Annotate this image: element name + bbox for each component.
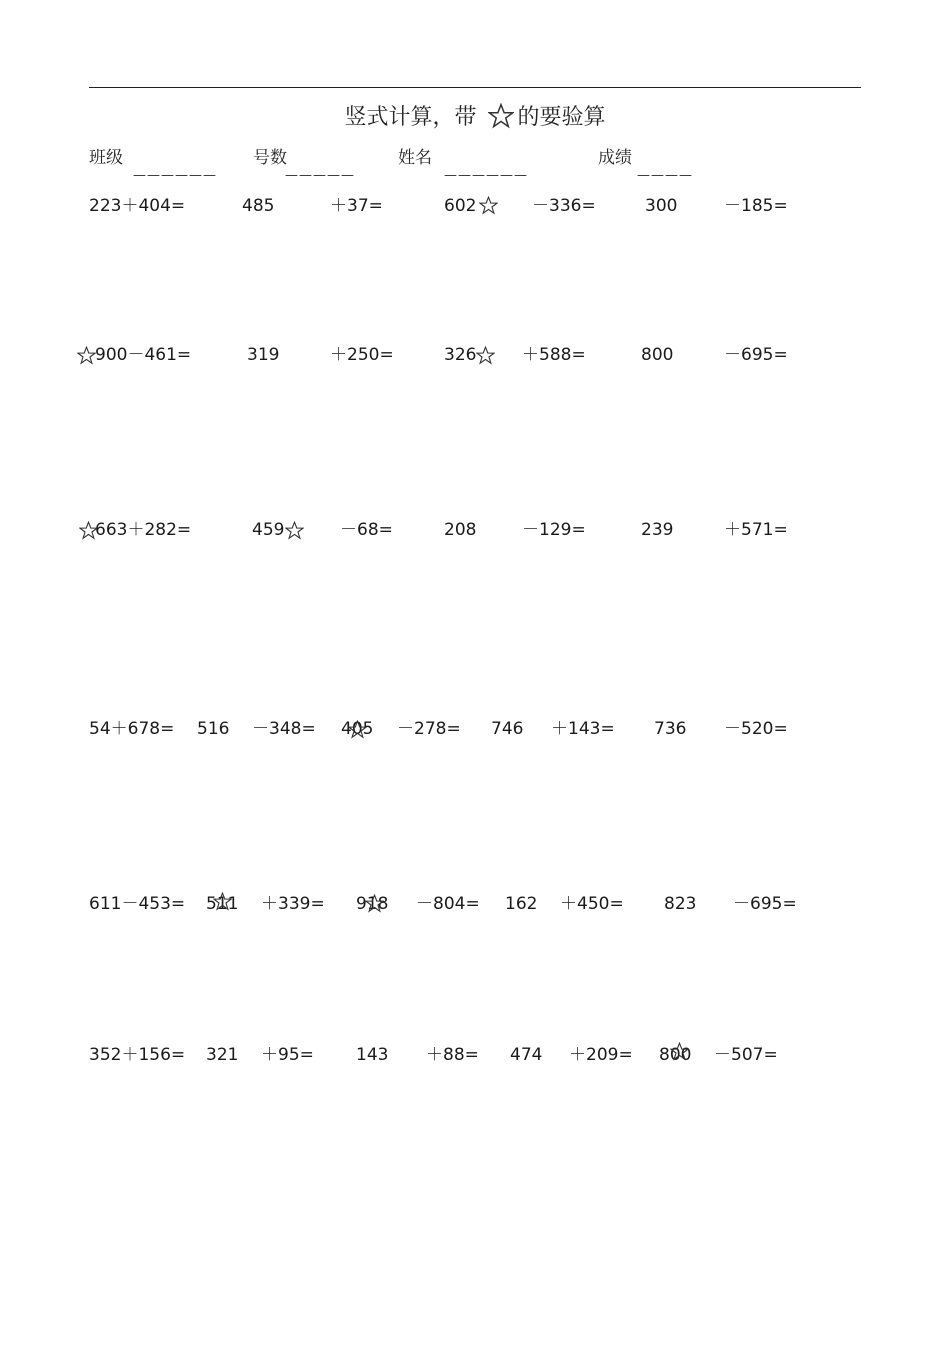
problem-text: 208: [444, 520, 477, 540]
score-blank[interactable]: ————: [637, 168, 693, 183]
problem-text: －336=: [532, 196, 596, 216]
problem-text: 511: [206, 894, 239, 914]
problem-text: 143: [356, 1045, 389, 1065]
problem-text: 736: [654, 719, 687, 739]
star-outline-icon: [479, 196, 498, 215]
problem-text: 663＋282=: [95, 520, 192, 540]
class-label: 班级: [89, 148, 123, 168]
problem-text: 352＋156=: [89, 1045, 186, 1065]
name-label: 姓名: [398, 148, 432, 168]
star-outline-icon: [213, 892, 232, 911]
problem-text: 800: [659, 1045, 692, 1065]
number-blank[interactable]: —————: [285, 168, 355, 183]
problem-text: －520=: [724, 719, 788, 739]
problem-text: 326: [444, 345, 477, 365]
star-outline-icon: [77, 346, 96, 365]
problem-text: 474: [510, 1045, 543, 1065]
problem-text: 485: [242, 196, 275, 216]
title-text-before: 竖式计算，带: [344, 105, 477, 130]
problem-text: －185=: [724, 196, 788, 216]
problem-text: ＋339=: [261, 894, 325, 914]
problem-text: ＋250=: [330, 345, 394, 365]
problem-text: 823: [664, 894, 697, 914]
star-outline-icon: [670, 1042, 689, 1061]
problem-text: 746: [491, 719, 524, 739]
problem-text: －695=: [724, 345, 788, 365]
star-outline-icon: [488, 103, 514, 129]
header-rule: [89, 87, 861, 88]
problem-text: 300: [645, 196, 678, 216]
problem-text: ＋143=: [551, 719, 615, 739]
problem-text: ＋95=: [261, 1045, 314, 1065]
star-outline-icon: [285, 521, 304, 540]
problem-text: ＋209=: [569, 1045, 633, 1065]
problem-text: 918: [356, 894, 389, 914]
problem-text: 800: [641, 345, 674, 365]
problem-text: －278=: [397, 719, 461, 739]
score-label: 成绩: [598, 148, 632, 168]
problem-text: 239: [641, 520, 674, 540]
problem-text: －348=: [252, 719, 316, 739]
title-text-after: 的要验算: [517, 105, 606, 130]
problem-text: ＋450=: [560, 894, 624, 914]
problem-text: ＋88=: [426, 1045, 479, 1065]
problem-text: 611－453=: [89, 894, 186, 914]
problem-text: 459: [252, 520, 285, 540]
class-blank[interactable]: ——————: [133, 168, 217, 183]
star-outline-icon: [365, 894, 384, 913]
problem-text: －68=: [340, 520, 393, 540]
problem-text: 516: [197, 719, 230, 739]
problem-text: 162: [505, 894, 538, 914]
star-outline-icon: [79, 521, 98, 540]
star-outline-icon: [476, 346, 495, 365]
problem-text: 319: [247, 345, 280, 365]
problem-text: 405: [341, 719, 374, 739]
name-blank[interactable]: ——————: [444, 168, 528, 183]
problem-text: 223＋404=: [89, 196, 186, 216]
star-outline-icon: [348, 720, 367, 739]
problem-text: 900－461=: [95, 345, 192, 365]
problem-text: －129=: [522, 520, 586, 540]
problem-text: －804=: [416, 894, 480, 914]
problem-text: －507=: [714, 1045, 778, 1065]
problem-text: 54＋678=: [89, 719, 175, 739]
number-label: 号数: [253, 148, 287, 168]
problem-text: ＋37=: [330, 196, 383, 216]
page-title: [0, 100, 950, 131]
problem-text: ＋588=: [522, 345, 586, 365]
problem-text: 321: [206, 1045, 239, 1065]
problem-text: ＋571=: [724, 520, 788, 540]
problem-text: 602: [444, 196, 477, 216]
problem-text: －695=: [733, 894, 797, 914]
